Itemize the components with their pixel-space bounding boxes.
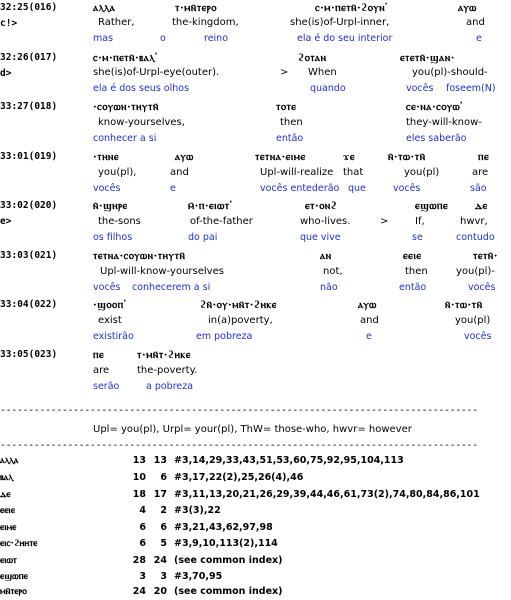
coptic-word: ϩⲛ̄·ⲟⲩ·ⲙⲛ̄ⲧ·ϩⲏⲕⲉ <box>200 299 277 311</box>
verse-marker: d> <box>0 68 12 79</box>
portuguese-gloss: os filhos <box>93 232 133 243</box>
portuguese-gloss: vocês <box>406 83 434 94</box>
verse-ref: 33:27(018) <box>0 101 58 112</box>
english-gloss: Rather, <box>98 17 135 28</box>
index-count: 17 <box>153 489 167 500</box>
portuguese-gloss: vocês <box>468 282 496 293</box>
abbreviations-note: Upl= you(pl), Urpl= your(pl), ThW= those-who, hwvr= however <box>93 424 412 435</box>
portuguese-gloss: se <box>412 232 423 243</box>
portuguese-gloss: vocês <box>464 331 492 342</box>
coptic-word: ⲇⲉ <box>475 200 488 212</box>
coptic-word: ⲡⲉ <box>478 151 490 163</box>
index-count: 4 <box>139 505 146 516</box>
index-count: 10 <box>132 472 146 483</box>
index-word: ⲉⲉⲓⲉ <box>0 505 15 516</box>
english-gloss: and <box>170 167 189 178</box>
portuguese-gloss: contudo <box>456 232 495 243</box>
index-word: ⲃⲁⲗ <box>0 472 13 483</box>
index-count: 3 <box>139 571 146 582</box>
verse-ref: 33:01(019) <box>0 151 58 162</box>
english-gloss: are <box>472 167 489 178</box>
portuguese-gloss: serão <box>93 381 120 392</box>
verse-ref: 33:05(023) <box>0 349 58 360</box>
coptic-word: ·ⲥⲟⲩⲱⲛ·ⲧⲏⲩⲧⲛ̄ <box>93 101 159 113</box>
verse-ref: 33:04(022) <box>0 299 58 310</box>
index-count: 24 <box>153 555 167 566</box>
coptic-word: ⲛ̄·ⲧⲱ·ⲧⲛ̄ <box>388 151 426 163</box>
portuguese-gloss: e <box>476 33 482 44</box>
english-gloss: you(pl), <box>98 167 137 178</box>
english-gloss: hwvr, <box>460 216 488 227</box>
coptic-word: ⲧ·ⲙⲛ̄ⲧ·ϩⲏⲕⲉ <box>137 349 191 361</box>
portuguese-gloss: ela é dos seus olhos <box>93 83 190 94</box>
coptic-word: ⲧⲉⲧⲛ̄· <box>473 250 498 262</box>
english-gloss: and <box>360 315 379 326</box>
portuguese-gloss: reino <box>204 33 229 44</box>
index-refs: #3,17,22(2),25,26(4),46 <box>174 472 304 483</box>
verse-ref: 32:25(016) <box>0 2 58 13</box>
coptic-word: ⲉⲧ·ⲟⲛϩ <box>305 200 338 212</box>
english-gloss: Upl-will-know-yourselves <box>100 266 224 277</box>
portuguese-gloss: conhecer a si <box>93 133 157 144</box>
index-refs: #3,70,95 <box>174 571 223 582</box>
portuguese-gloss: e <box>170 183 176 194</box>
index-count: 6 <box>139 538 146 549</box>
separator-line: ------------------------------------------------------------------------------------- <box>0 405 478 416</box>
english-gloss: in(a)poverty, <box>208 315 273 326</box>
english-gloss: the-kingdom, <box>172 17 239 28</box>
index-word: ⲉⲓⲙⲉ <box>0 522 17 533</box>
english-gloss: the-sons <box>98 216 141 227</box>
index-word: ⲉⲓⲱⲧ <box>0 555 17 566</box>
portuguese-gloss: o <box>160 33 166 44</box>
index-refs: #3,11,13,20,21,26,29,39,44,46,61,73(2),74,80,84,86,101 <box>174 489 480 500</box>
english-gloss: that <box>343 167 364 178</box>
index-refs: #3,21,43,62,97,98 <box>174 522 273 533</box>
english-gloss: then <box>280 117 303 128</box>
english-gloss: you(pl)- <box>456 266 495 277</box>
english-gloss: you(pl)-should- <box>412 67 488 78</box>
index-refs: #3,14,29,33,43,51,53,60,75,92,95,104,113 <box>174 455 404 466</box>
coptic-word: ⲁⲩⲱ <box>175 151 194 163</box>
english-gloss: > <box>280 67 289 78</box>
coptic-word: ⲧⲉⲧⲛⲁ·ⲉⲓⲙⲉ <box>255 151 306 163</box>
portuguese-gloss: são <box>470 183 487 194</box>
portuguese-gloss: em pobreza <box>196 331 253 342</box>
coptic-word: ⲡⲉ <box>93 349 105 361</box>
english-gloss: exist <box>98 315 122 326</box>
english-gloss: of-the-father <box>190 216 253 227</box>
english-gloss: you(pl) <box>404 167 440 178</box>
coptic-word: ⲉⲉⲓⲉ <box>403 250 422 262</box>
portuguese-gloss: vocês entederão <box>260 183 340 194</box>
portuguese-gloss: ela é do seu interior <box>297 33 393 44</box>
portuguese-gloss: existirão <box>93 331 134 342</box>
coptic-word: ·ⲧⲏⲛⲉ <box>93 151 120 163</box>
english-gloss: > <box>380 216 389 227</box>
verse-ref: 33:02(020) <box>0 200 58 211</box>
verse-ref: 32:26(017) <box>0 52 58 63</box>
index-count: 18 <box>132 489 146 500</box>
coptic-word: ·ϣⲟⲟⲡ ̓ <box>93 299 128 311</box>
english-gloss: If, <box>415 216 425 227</box>
english-gloss: When <box>308 67 337 78</box>
portuguese-gloss: vocês <box>393 183 421 194</box>
index-count: 6 <box>160 472 167 483</box>
portuguese-gloss: quando <box>310 83 346 94</box>
coptic-word: ⲥ·ⲙ·ⲡⲉⲧⲛ̄·ⲃⲁⲗ ̓ <box>93 52 159 64</box>
portuguese-gloss: não <box>320 282 338 293</box>
index-count: 5 <box>160 538 167 549</box>
english-gloss: she(is)of-Urpl-eye(outer). <box>93 67 220 78</box>
index-refs: (see common index) <box>174 555 283 566</box>
index-refs: #3(3),22 <box>174 505 221 516</box>
index-word: ⲙⲛ̄ⲧⲉⲣⲟ <box>0 586 27 597</box>
english-gloss: the-poverty. <box>137 365 198 376</box>
coptic-word: ϩⲟⲧⲁⲛ <box>298 52 327 64</box>
index-count: 6 <box>160 522 167 533</box>
portuguese-gloss: que vive <box>300 232 341 243</box>
portuguese-gloss: do pai <box>188 232 218 243</box>
index-word: ⲉϣⲱⲡⲉ <box>0 571 28 582</box>
index-word: ⲇⲉ <box>0 489 11 500</box>
english-gloss: they-will-know- <box>406 117 482 128</box>
verse-ref: 33:03(021) <box>0 250 58 261</box>
coptic-word: ⲁⲗⲗⲁ <box>93 2 116 14</box>
coptic-word: ⲁⲩⲱ <box>358 299 377 311</box>
coptic-word: ⲥⲉ·ⲛⲁ·ⲥⲟⲩⲱ ̓ <box>406 101 465 113</box>
coptic-word: ⲧ·ⲙⲛ̄ⲧⲉⲣⲟ <box>175 2 217 14</box>
english-gloss: and <box>466 17 485 28</box>
coptic-word: ⲉⲧⲉⲧⲛ̄·ϣⲁⲛ· <box>400 52 455 64</box>
english-gloss: know-yourselves, <box>98 117 185 128</box>
portuguese-gloss: vocês <box>93 282 121 293</box>
coptic-word: ⲉϣⲱⲡⲉ <box>415 200 449 212</box>
portuguese-gloss: que <box>348 183 366 194</box>
index-refs: (see common index) <box>174 586 283 597</box>
portuguese-gloss: conhecerem a si <box>132 282 211 293</box>
coptic-word: ⲛ̄·ⲧⲱ·ⲧⲛ̄ <box>445 299 483 311</box>
coptic-word: ⲥ·ⲙ·ⲡⲉⲧⲛ̄·ϩⲟⲩⲛ ̓ <box>315 2 390 14</box>
portuguese-gloss: foseem(N) <box>446 83 496 94</box>
coptic-word: ⲁⲩⲱ <box>458 2 477 14</box>
index-word: ⲁⲗⲗⲁ <box>0 455 19 466</box>
portuguese-gloss: eles saberão <box>406 133 467 144</box>
coptic-word: ⲛ̄·ϣⲏⲣⲉ <box>93 200 128 212</box>
english-gloss: Upl-will-realize <box>260 167 334 178</box>
index-count: 13 <box>153 455 167 466</box>
coptic-word: ϫⲉ <box>343 151 356 163</box>
verse-marker: c!> <box>0 18 18 29</box>
english-gloss: not, <box>323 266 343 277</box>
index-refs: #3,9,10,113(2),114 <box>174 538 278 549</box>
coptic-word: ⲁⲛ <box>320 250 332 262</box>
portuguese-gloss: mas <box>93 33 114 44</box>
verse-marker: e> <box>0 216 12 227</box>
english-gloss: you(pl) <box>455 315 491 326</box>
english-gloss: are <box>93 365 110 376</box>
coptic-word: ⲧⲉⲧⲛⲁ·ⲥⲟⲩⲱⲛ·ⲧⲏⲩⲧⲛ̄ <box>93 250 186 262</box>
index-count: 24 <box>132 586 146 597</box>
index-count: 3 <box>160 571 167 582</box>
coptic-word: ⲧⲟⲧⲉ <box>276 101 297 113</box>
index-count: 28 <box>132 555 146 566</box>
english-gloss: she(is)of-Urpl-inner, <box>290 17 390 28</box>
portuguese-gloss: então <box>399 282 427 293</box>
index-count: 2 <box>160 505 167 516</box>
portuguese-gloss: a pobreza <box>146 381 194 392</box>
index-count: 13 <box>132 455 146 466</box>
index-count: 20 <box>153 586 167 597</box>
coptic-word: ⲙ̄·ⲡ·ⲉⲓⲱⲧ ̓ <box>188 200 234 212</box>
portuguese-gloss: então <box>276 133 304 144</box>
portuguese-gloss: e <box>366 331 372 342</box>
portuguese-gloss: vocês <box>93 183 121 194</box>
separator-line: ------------------------------------------------------------------------------------- <box>0 440 478 451</box>
index-word: ⲉⲓⲥ·ϩⲏⲏⲧⲉ <box>0 538 38 549</box>
english-gloss: who-lives. <box>300 216 351 227</box>
english-gloss: then <box>405 266 428 277</box>
index-count: 6 <box>139 522 146 533</box>
